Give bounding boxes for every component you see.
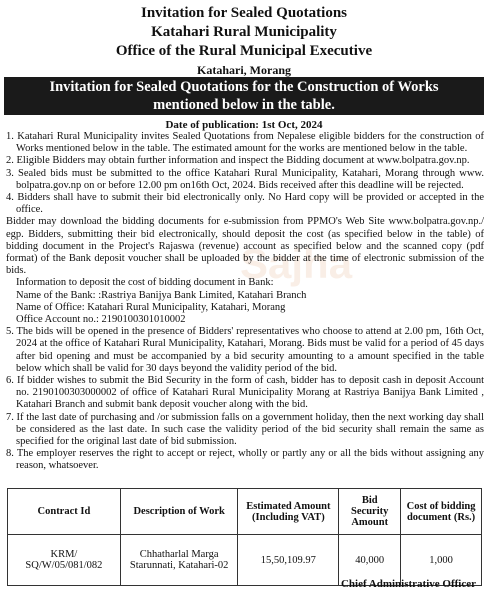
cell-contract-id: KRM/ SQ/W/05/081/082 <box>8 535 121 586</box>
notice-body <box>6 131 484 473</box>
item-1: 1. Katahari Rural Municipality invites Sealed Quotations from Nepalese eligible bidders for the construction of Works mentioned below in the table. The estimated amount for the works are mentioned below in the table. <box>6 131 484 155</box>
item-2: 2. Eligible Bidders may obtain further information and inspect the Bidding document at www.bolpatra.gov.np. <box>6 155 470 167</box>
cell-description: Chhatharlal Marga Starunnati, Katahari-02 <box>120 535 238 586</box>
header-description: Description of Work <box>120 489 238 535</box>
item-6: 6. If bidder wishes to submit the Bid Security in the form of cash, bidder has to deposit cash in deposit Account no. 2190100303000002 of office of Katahari Rural Municipality Morang at Rastriya Banijya Bank Limited , Katahari Branch and submit bank deposit voucher along with the bid. <box>6 375 484 411</box>
item-4: 4. Bidders shall have to submit their bid electronically only. No Hard copy will be provided or accepted in the office. <box>6 192 484 216</box>
bank-info-intro: Information to deposit the cost of bidding document in Bank: <box>16 277 274 289</box>
cell-estimated-amount: 15,50,109.97 <box>238 535 339 586</box>
header-estimated-amount: Estimated Amount (Including VAT) <box>238 489 339 535</box>
bank-office: Name of Office: Katahari Rural Municipality, Katahari, Morang <box>16 301 286 313</box>
works-table <box>7 488 482 586</box>
cell-document-cost: 1,000 <box>401 535 482 586</box>
bank-name: Name of the Bank: :Rastriya Banijya Bank Limited, Katahari Branch <box>16 289 307 301</box>
banner-line-1: Invitation for Sealed Quotations for the Construction of Works <box>49 79 439 95</box>
item-7: 7. If the last date of purchasing and /or submission falls on a government holiday, then the next working day shall be considered as the last date. In such case the validity period of the bid security shall remain the same as specified for the original last date of bid submission. <box>6 411 484 448</box>
municipality-name: Katahari Rural Municipality <box>151 24 337 40</box>
notice-heading: Invitation for Sealed Quotations <box>141 5 347 21</box>
signature: Chief Administrative Officer <box>340 578 476 590</box>
banner-line-2: mentioned below in the table. <box>153 97 335 113</box>
bank-account: Office Account no.: 2190100301010002 <box>16 314 186 326</box>
office-name: Office of the Rural Municipal Executive <box>115 43 373 59</box>
header-bid-security: Bid Security Amount <box>339 489 401 535</box>
publication-date: Date of publication: 1st Oct, 2024 <box>165 119 323 131</box>
item-3: 3. Sealed bids must be submitted to the office Katahari Rural Municipality, Katahari, Morang through www. bolpatra.gov.np on or before 12.00 pm on16th Oct, 2024. Bids received after this deadline will be rejected. <box>6 167 484 191</box>
download-paragraph: Bidder may download the bidding documents for e-submission from PPMO's Web Site www.bolpatra.gov.np./ egp. Bidders, submitting their bid electronically, should deposit the cost (as specified below in the table) of bidding document in the Project's Rajaswa (revenue) account as specified below and the scanned copy (pdf format) of the Bank deposit voucher shall be uploaded by the bidder at the time of electronic submission of the bids. <box>6 216 484 277</box>
office-location: Katahari, Morang <box>197 63 291 77</box>
item-5: 5. The bids will be opened in the presence of Bidders' representatives who choose to attend at 2.00 pm, 16th Oct, 2024 at the office of Katahari Rural Municipality, Katahari, Morang. Bids must be valid for a period of 45 days after bid opening and must be accompanied by a bid security amounting to a amount specified in the table below which shall be valid for 30 days beyond the validity period of the bid. <box>6 326 484 374</box>
cell-bid-security: 40,000 <box>339 535 401 586</box>
table-header-row <box>8 489 482 535</box>
title-banner <box>4 77 484 115</box>
header-document-cost: Cost of bidding document (Rs.) <box>401 489 482 535</box>
item-8: 8. The employer reserves the right to accept or reject, wholly or partly any or all the bids without assigning any reason, whatsoever. <box>6 448 484 472</box>
watermark: Sajha <box>240 240 353 287</box>
header-contract-id: Contract Id <box>8 489 121 535</box>
